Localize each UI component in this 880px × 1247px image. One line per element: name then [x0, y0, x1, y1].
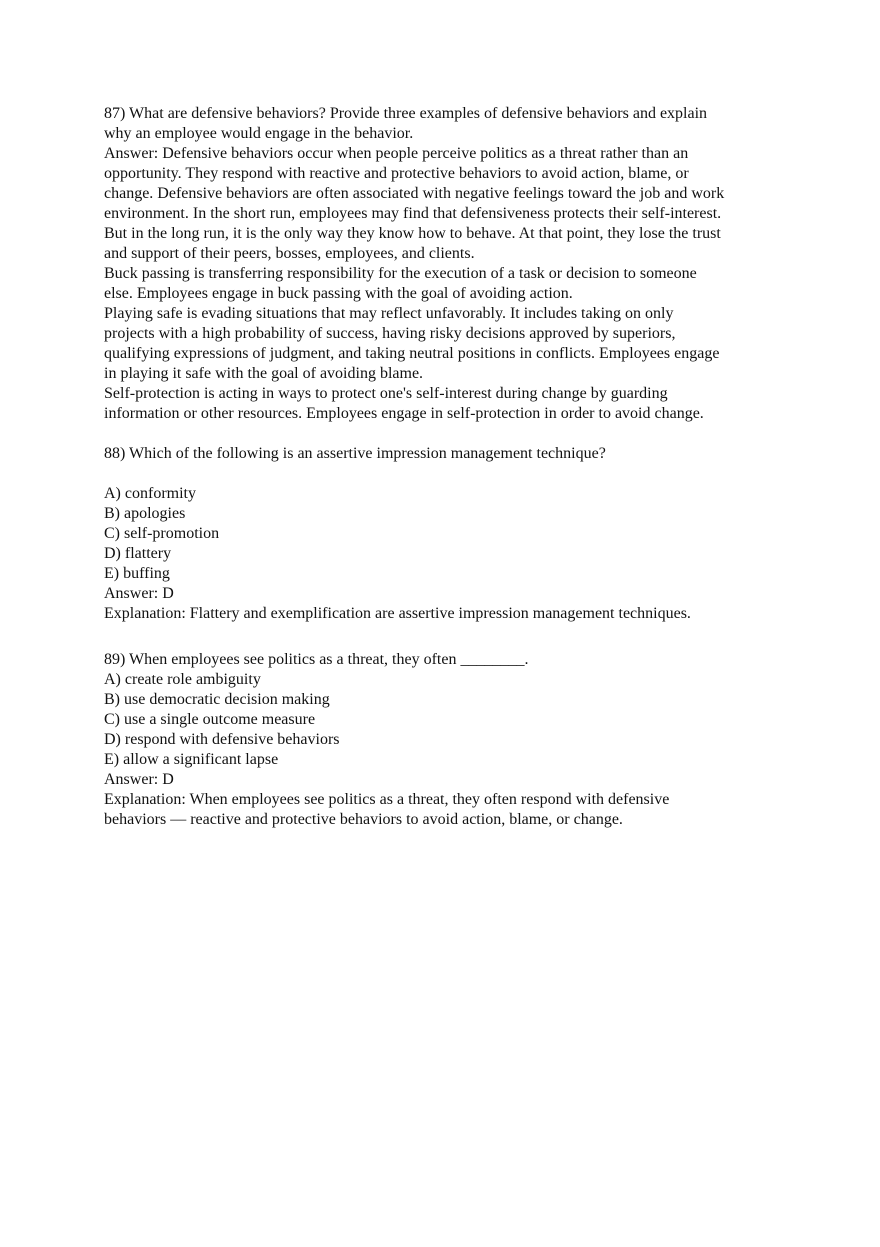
document-content — [104, 104, 794, 830]
question-text: 88) Which of the following is an assertive impression management technique? — [104, 445, 606, 462]
option-b: B) apologies — [104, 505, 186, 522]
explanation-text: Explanation: When employees see politics as a threat, they often respond with defensive — [104, 791, 670, 808]
spacer — [104, 424, 794, 444]
explanation-text: behaviors — reactive and protective behaviors to avoid action, blame, or change. — [104, 811, 623, 828]
answer-text: in playing it safe with the goal of avoiding blame. — [104, 365, 424, 382]
answer-text: opportunity. They respond with reactive and protective behaviors to avoid action, blame, or — [104, 165, 689, 182]
answer-text: change. Defensive behaviors are often associated with negative feelings toward the job and work — [104, 185, 725, 202]
answer-text: else. Employees engage in buck passing with the goal of avoiding action. — [104, 285, 573, 302]
answer-text: and support of their peers, bosses, employees, and clients. — [104, 245, 475, 262]
option-c: C) use a single outcome measure — [104, 711, 316, 728]
option-b: B) use democratic decision making — [104, 691, 330, 708]
answer-text: Answer: Defensive behaviors occur when people perceive politics as a threat rather than an — [104, 145, 689, 162]
spacer — [104, 464, 794, 484]
answer-text: environment. In the short run, employees may find that defensiveness protects their self-interest. — [104, 205, 722, 222]
option-e: E) buffing — [104, 565, 170, 582]
option-c: C) self-promotion — [104, 525, 220, 542]
question-text: 89) When employees see politics as a threat, they often ________. — [104, 651, 529, 668]
answer-text: Self-protection is acting in ways to protect one's self-interest during change by guarding — [104, 385, 668, 402]
option-d: D) flattery — [104, 545, 172, 562]
spacer — [104, 624, 794, 644]
answer-text: But in the long run, it is the only way they know how to behave. At that point, they lose the trust — [104, 225, 721, 242]
question-88 — [104, 444, 794, 624]
question-89 — [104, 650, 794, 830]
question-text: why an employee would engage in the behavior. — [104, 125, 414, 142]
answer-text: information or other resources. Employees engage in self-protection in order to avoid change. — [104, 405, 704, 422]
answer-text: Playing safe is evading situations that may reflect unfavorably. It includes taking on only — [104, 305, 674, 322]
answer-text: Answer: D — [104, 771, 174, 788]
question-text: 87) What are defensive behaviors? Provide three examples of defensive behaviors and explain — [104, 105, 708, 122]
option-a: A) create role ambiguity — [104, 671, 261, 688]
answer-text: projects with a high probability of success, having risky decisions approved by superiors, — [104, 325, 676, 342]
answer-text: Answer: D — [104, 585, 174, 602]
explanation-text: Explanation: Flattery and exemplification are assertive impression management techniques. — [104, 605, 691, 622]
question-87 — [104, 104, 794, 424]
answer-text: qualifying expressions of judgment, and taking neutral positions in conflicts. Employees engage — [104, 345, 720, 362]
option-d: D) respond with defensive behaviors — [104, 731, 340, 748]
option-a: A) conformity — [104, 485, 196, 502]
option-e: E) allow a significant lapse — [104, 751, 279, 768]
answer-text: Buck passing is transferring responsibility for the execution of a task or decision to someone — [104, 265, 697, 282]
